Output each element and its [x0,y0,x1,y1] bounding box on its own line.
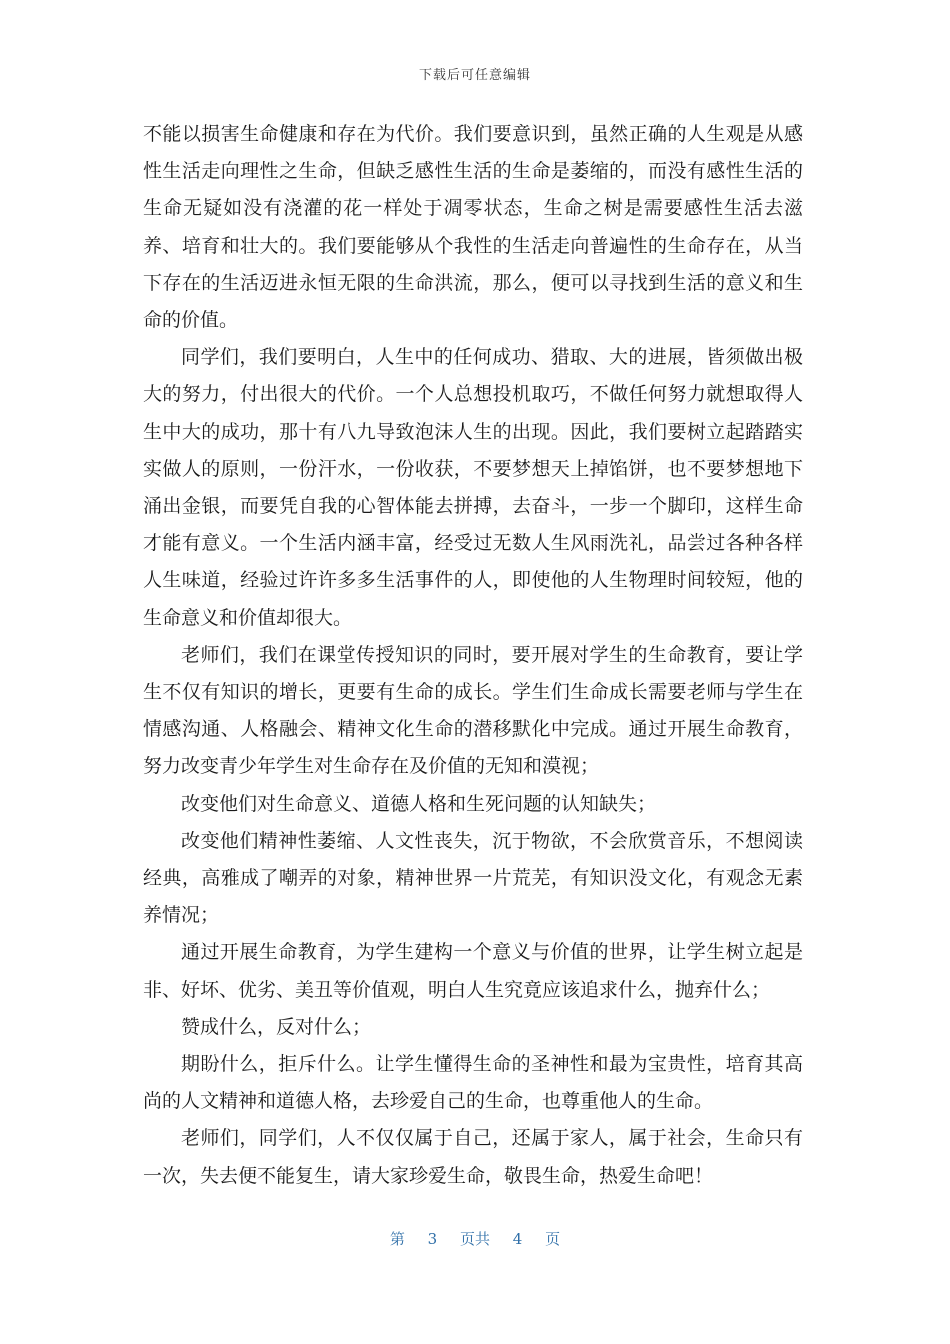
footer-total-pages: 4 [512,1230,523,1248]
paragraph-build-values: 通过开展生命教育，为学生建构一个意义与价值的世界，让学生树立起是非、好坏、优劣、美丑等价值观，明白人生究竟应该追求什么，抛弃什么； [143,941,803,1001]
paragraph-classmates: 同学们，我们要明白，人生中的任何成功、猎取、大的进展，皆须做出极大的努力，付出很大的代价。一个人总想投机取巧，不做任何努力就想取得人生中大的成功，那十有八九导致泡沫人生的出现。因此，我们要树立起踏踏实实做人的原则，一份汗水，一份收获，不要梦想天上掉馅饼，也不要梦想地下涌出金银，而要凭自我的心智体能去拼搏，去奋斗，一步一个脚印，这样生命才能有意义。一个生活内涵丰富，经受过无数人生风雨洗礼，品尝过各种各样人生味道，经验过许许多多生活事件的人，即使他的人生物理时间较短，他的生命意义和价值却很大。 [143,346,803,629]
footer-prefix: 第 [389,1230,405,1248]
paragraph-closing: 老师们，同学们，人不仅仅属于自己，还属于家人，属于社会，生命只有一次，失去便不能复生，请大家珍爱生命，敬畏生命，热爱生命吧！ [143,1127,803,1187]
document-body [143,116,803,1195]
footer-middle: 页共 [459,1230,490,1248]
paragraph-change-cognition: 改变他们对生命意义、道德人格和生死问题的认知缺失； [181,792,657,815]
paragraph-hope-reject: 期盼什么，拒斥什么。让学生懂得生命的圣神性和最为宝贵性，培育其高尚的人文精神和道德人格，去珍爱自己的生命，也尊重他人的生命。 [143,1053,803,1113]
paragraph-change-spirit: 改变他们精神性萎缩、人文性丧失，沉于物欲，不会欣赏音乐，不想阅读经典，高雅成了嘲弄的对象，精神世界一片荒芜，有知识没文化，有观念无素养情况； [143,829,803,927]
footer-suffix: 页 [545,1230,561,1248]
page-number-footer [0,1228,950,1249]
page-header: 下载后可任意编辑 [418,68,531,83]
footer-current-page: 3 [427,1230,438,1248]
paragraph-teachers: 老师们，我们在课堂传授知识的同时，要开展对学生的生命教育，要让学生不仅有知识的增长，更要有生命的成长。学生们生命成长需要老师与学生在情感沟通、人格融会、精神文化生命的潜移默化中完成。通过开展生命教育，努力改变青少年学生对生命存在及价值的无知和漠视； [143,643,803,778]
paragraph-approve-oppose: 赞成什么，反对什么； [181,1015,372,1038]
paragraph-continuation: 不能以损害生命健康和存在为代价。我们要意识到，虽然正确的人生观是从感性生活走向理性之生命，但缺乏感性生活的生命是萎缩的，而没有感性生活的生命无疑如没有浇灌的花一样处于凋零状态，生命之树是需要感性生活去滋养、培育和壮大的。我们要能够从个我性的生活走向普遍性的生命存在，从当下存在的生活迈进永恒无限的生命洪流，那么，便可以寻找到生活的意义和生命的价值。 [143,123,803,332]
